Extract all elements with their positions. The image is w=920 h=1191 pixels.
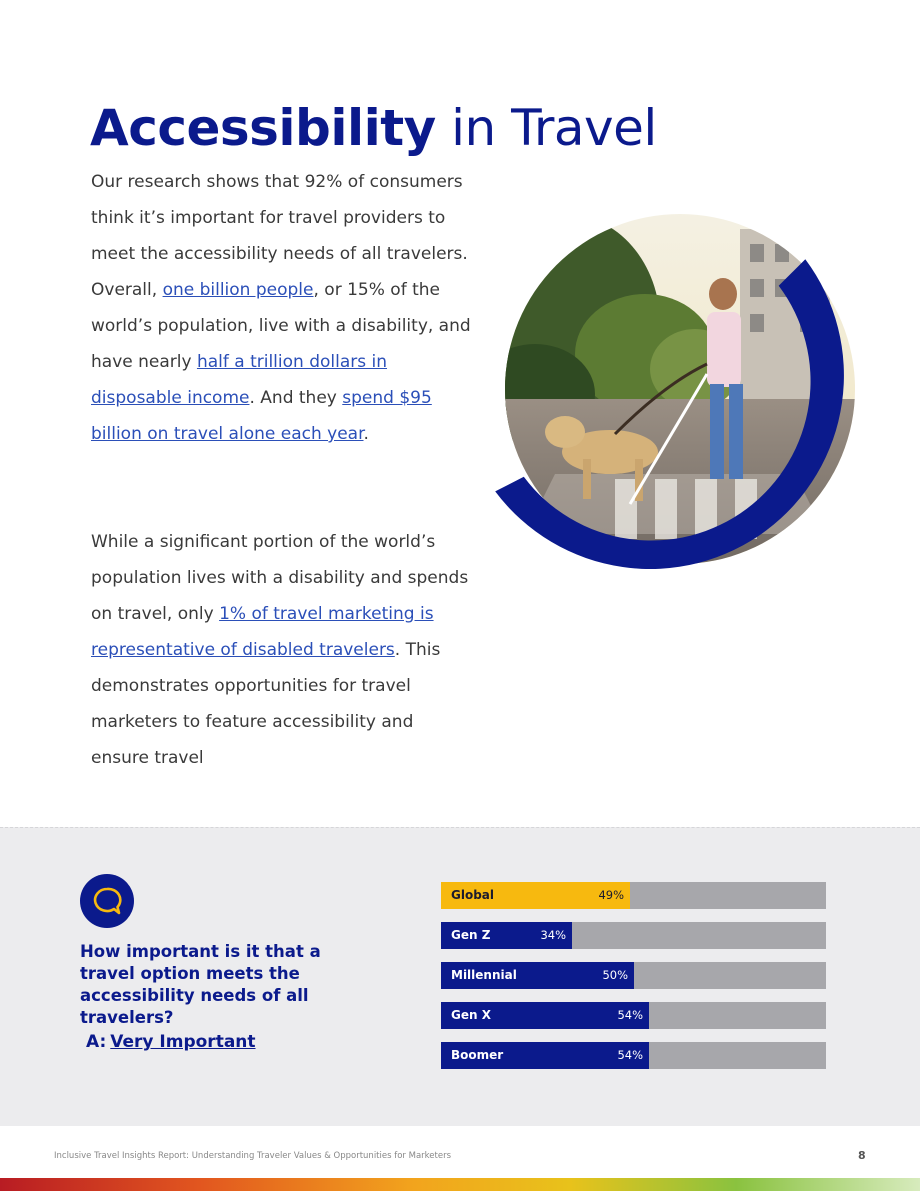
footer-report-title: Inclusive Travel Insights Report: Understanding Traveler Values & Opportunities for Marketers: [54, 1151, 451, 1161]
text-run: , or 15% of the world’s population, live with a disability, and have nearly: [91, 280, 471, 372]
bar-value-boomer: 54%: [617, 1048, 643, 1062]
title-bold: Accessibility: [90, 99, 436, 157]
disposable-income-link[interactable]: half a trillion dollars in disposable income: [91, 352, 388, 408]
text-run: .: [363, 424, 369, 444]
survey-question: How important is it that a travel option meets the accessibility needs of all travelers?: [80, 942, 321, 1027]
page-number: 8: [858, 1149, 866, 1162]
hero-photo: [495, 204, 865, 574]
bar-value-gen-x: 54%: [617, 1008, 643, 1022]
text-run: Our research shows that 92% of consumers think it’s important for travel providers to meet the accessibility needs of all travelers. Overall,: [91, 172, 468, 300]
travel-marketing-link[interactable]: 1% of travel marketing is representative of disabled travelers: [91, 604, 434, 660]
travel-spend-link[interactable]: spend $95 billion on travel alone each year: [91, 388, 432, 444]
bar-label-millennial: Millennial: [451, 968, 517, 982]
opportunity-paragraph: [91, 524, 471, 776]
one-billion-people-link[interactable]: one billion people: [162, 280, 314, 300]
bar-label-boomer: Boomer: [451, 1048, 504, 1062]
page-title: [90, 98, 657, 158]
bar-value-gen-z: 34%: [540, 928, 566, 942]
bar-value-millennial: 50%: [602, 968, 628, 982]
bar-label-global: Global: [451, 888, 495, 902]
hero-photo-svg: [495, 204, 865, 574]
intro-paragraph: [91, 164, 471, 452]
answer-value: Very Important: [110, 1032, 256, 1052]
text-run: While a significant portion of the world’s population lives with a disability and spends on travel, only: [91, 532, 469, 624]
answer-prefix: A:: [86, 1032, 107, 1052]
text-run: . And they: [249, 388, 343, 408]
accessibility-bar-chart: [441, 882, 826, 1072]
bar-value-global: 49%: [598, 888, 624, 902]
title-rest: in Travel: [451, 99, 657, 157]
text-run: . This demonstrates opportunities for travel marketers to feature accessibility and ensure travel: [91, 640, 441, 768]
bar-label-gen-z: Gen Z: [451, 928, 491, 942]
survey-answer: [86, 1032, 256, 1052]
footer-gradient-bar: [0, 1178, 920, 1191]
speech-bubble-icon: [80, 874, 134, 928]
bar-label-gen-x: Gen X: [451, 1008, 491, 1022]
